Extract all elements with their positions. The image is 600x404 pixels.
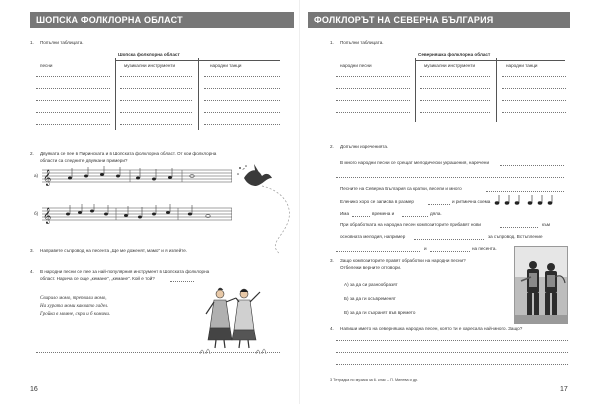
sentence-4c: дяла. [430, 211, 442, 216]
answer-line[interactable] [502, 76, 566, 77]
answer-line[interactable] [336, 88, 410, 89]
poem-line-1: Свирило момо, трепвали момо, [40, 296, 107, 301]
answer-line[interactable] [336, 76, 410, 77]
right-table-header-line [415, 60, 565, 61]
answer-line[interactable] [204, 76, 280, 77]
answer-line[interactable] [336, 364, 568, 365]
r-q3-line-1: Защо композиторите правят обработки на народни песни? [340, 258, 466, 263]
q3-number: 3. [30, 248, 34, 253]
answer-line[interactable] [414, 239, 484, 240]
answer-line[interactable] [36, 76, 110, 77]
q4-number: 4. [30, 269, 34, 274]
bird-illustration [236, 164, 300, 254]
answer-line[interactable] [336, 340, 568, 341]
option-a[interactable]: А) за да си разнообразят [344, 282, 398, 287]
answer-line[interactable] [120, 112, 192, 113]
r-q1-text: Попълни таблицата. [340, 40, 384, 45]
answer-line[interactable] [36, 100, 110, 101]
r-q3-line-2: Отбележи верните отговори. [340, 265, 402, 270]
right-table-col-1: народни песни [340, 63, 372, 68]
option-c[interactable]: В) за да ги съхранят във времето [344, 310, 416, 315]
answer-line[interactable] [502, 88, 566, 89]
musicians-photo [514, 246, 568, 324]
poem-line-3: Гройка в момне, скри и б комичи. [40, 312, 111, 317]
sentence-5a: При обработката на народна песен композиторите прибавят нови [340, 222, 481, 227]
answer-line[interactable] [486, 191, 564, 192]
answer-line[interactable] [120, 100, 192, 101]
q1-number: 1. [30, 40, 34, 45]
poem-line-2: На хурата моми каквато гадел. [40, 304, 109, 309]
right-table-col-2: музикални инструменти [424, 63, 476, 68]
answer-line[interactable] [204, 100, 280, 101]
right-page [300, 0, 600, 404]
answer-line[interactable] [36, 352, 280, 353]
left-table-divider-2 [198, 58, 199, 130]
q2-line-1: Двуяката се пее в Пиринската и в Шопската фолклорна област. От кои фолклорна [40, 151, 217, 156]
left-table-divider-1 [115, 58, 116, 130]
answer-line[interactable] [502, 112, 566, 113]
q4-line-2: област. Нарича се още „кемане“, „кеманe“. Кой е той? [40, 276, 155, 281]
r-q3-number: 3. [330, 258, 334, 263]
answer-line[interactable] [120, 76, 192, 77]
answer-line[interactable] [120, 88, 192, 89]
r-q2-text: Допълни изреченията. [340, 144, 389, 149]
answer-line[interactable] [120, 124, 192, 125]
q3-text: Направете съпровод на песента „Ще ме доженят, мамо“ и я изпейте. [40, 248, 188, 253]
r-q4-text: Напиши името на северняшка народна песен, която ти е харесала най-много. Защо? [340, 326, 523, 331]
right-table-divider-2 [496, 58, 497, 122]
answer-line[interactable] [420, 88, 490, 89]
answer-line[interactable] [420, 100, 490, 101]
answer-line[interactable] [352, 216, 370, 217]
left-table-col-3: народни танци [210, 63, 242, 68]
answer-line[interactable] [204, 124, 280, 125]
answer-line[interactable] [36, 112, 110, 113]
page-number-right: 17 [560, 386, 568, 393]
option-b[interactable]: Б) за да ги осъвременят [344, 296, 396, 301]
answer-line[interactable] [36, 88, 110, 89]
answer-line[interactable] [204, 88, 280, 89]
staff-a-label: а) [34, 173, 39, 178]
r-q1-number: 1. [330, 40, 334, 45]
answer-line[interactable] [500, 227, 538, 228]
answer-line[interactable] [336, 100, 410, 101]
q1-text: Попълни таблицата. [40, 40, 84, 45]
sentence-4b: времена и [372, 211, 395, 216]
sentence-4a: Има [340, 211, 350, 216]
right-table-title: Северняшка фолклорна област [418, 52, 491, 57]
answer-line[interactable] [430, 251, 470, 252]
answer-line[interactable] [170, 281, 194, 282]
q4-line-1: В народни песни се пее за най-популярния инструмент в Шопската фолклорна [40, 269, 210, 274]
left-table-col-1: песни [40, 63, 53, 68]
sentence-6a: основната мелодия, например [340, 234, 406, 239]
answer-line[interactable] [204, 112, 280, 113]
sentence-2: Песните на Северна България са кратки, весели и мнoгo [340, 186, 462, 191]
sentence-7b: на песента. [472, 246, 497, 251]
answer-line[interactable] [420, 112, 490, 113]
sentence-3b: и ритмична схема [452, 199, 491, 204]
answer-line[interactable] [36, 124, 110, 125]
sentence-1: В много народни песни се срещат мелодически украшения, наречени [340, 160, 490, 165]
left-table-col-2: музикални инструменти [124, 63, 176, 68]
answer-line[interactable] [336, 352, 568, 353]
right-table-col-3: народни танци [506, 63, 538, 68]
svg-text:𝄞: 𝄞 [43, 208, 52, 224]
rhythm-scheme [494, 194, 560, 206]
sentence-7a: и [424, 246, 427, 251]
answer-line[interactable] [428, 204, 450, 205]
r-q4-number: 4. [330, 326, 334, 331]
right-table-divider-1 [415, 58, 416, 122]
sentence-6b: за съпровод. Встъпление [488, 234, 543, 239]
answer-line[interactable] [402, 216, 428, 217]
answer-line[interactable] [500, 165, 564, 166]
answer-line[interactable] [336, 177, 564, 178]
answer-line[interactable] [336, 112, 410, 113]
answer-line[interactable] [420, 76, 490, 77]
dancers-illustration [196, 284, 268, 356]
music-staff-a [42, 166, 232, 186]
answer-line[interactable] [336, 251, 420, 252]
left-page-header: ШОПСКА ФОЛКЛОРНА ОБЛАСТ [30, 12, 294, 28]
footnote: 3 Тетрадка по музика за 6. клас – П. Минева и др. [330, 378, 419, 382]
r-q2-number: 2. [330, 144, 334, 149]
staff-b-label: б) [34, 211, 39, 216]
answer-line[interactable] [502, 100, 566, 101]
q2-line-2: области са следните двуякани примери? [40, 158, 128, 163]
svg-text:𝄞: 𝄞 [43, 170, 52, 186]
right-page-header: ФОЛКЛОРЪТ НА СЕВЕРНА БЪЛГАРИЯ [308, 12, 570, 28]
sentence-5b: към [542, 222, 551, 227]
page-number-left: 16 [30, 386, 38, 393]
sentence-3a: Еленико хоро се записва в размер [340, 199, 414, 204]
left-table-title: Шопска фолклорна област [118, 52, 180, 57]
q2-number: 2. [30, 151, 34, 156]
music-staff-b [42, 204, 232, 224]
